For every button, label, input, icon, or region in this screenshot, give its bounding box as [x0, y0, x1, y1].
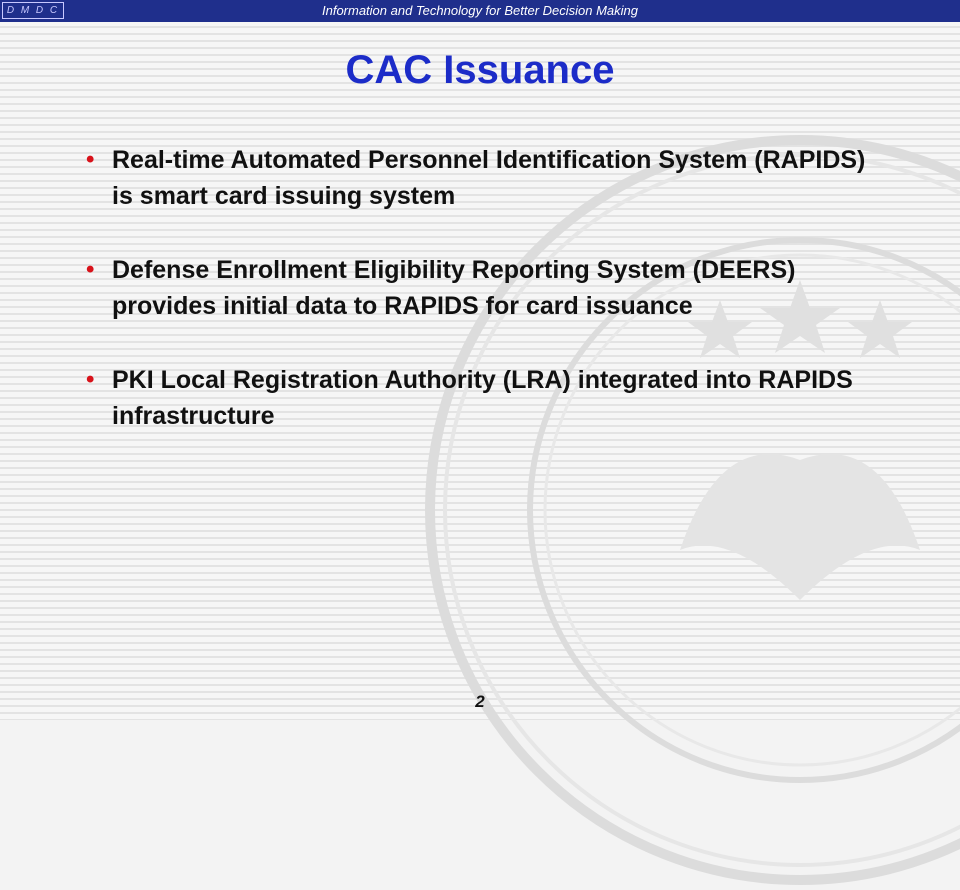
bullet-text: PKI Local Registration Authority (LRA) integrated into RAPIDS infrastructure: [112, 366, 853, 430]
page-number: 2: [475, 692, 485, 711]
dmdc-logo: D M D C: [2, 2, 64, 19]
bullet-text: Real-time Automated Personnel Identification System (RAPIDS) is smart card issuing system: [112, 146, 866, 210]
bullet-list: [80, 142, 880, 472]
bullet-item: [80, 252, 880, 324]
bullet-dot-icon: •: [86, 256, 95, 283]
slide-title: CAC Issuance: [345, 48, 615, 92]
bullet-text: Defense Enrollment Eligibility Reporting System (DEERS) provides initial data to RAPIDS for card issuance: [112, 256, 796, 320]
bullet-dot-icon: •: [86, 366, 95, 393]
bullet-item: [80, 362, 880, 434]
header-tagline: Information and Technology for Better Decision Making: [321, 3, 639, 18]
bullet-item: [80, 142, 880, 214]
header-bar: [0, 0, 960, 22]
bullet-dot-icon: •: [86, 146, 95, 173]
